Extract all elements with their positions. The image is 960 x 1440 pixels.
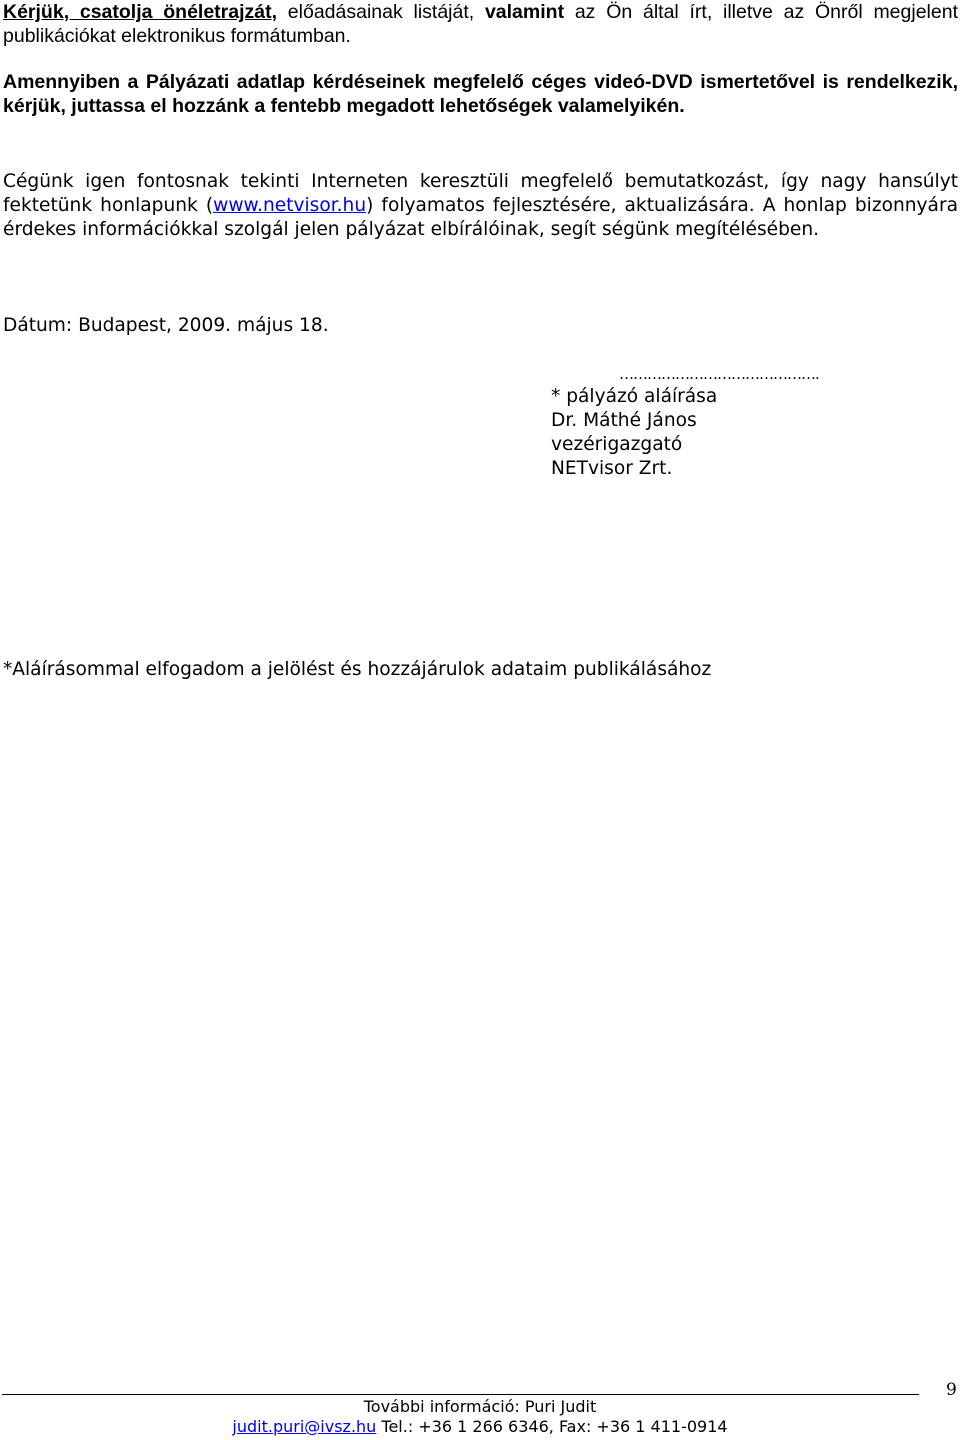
page-number: 9: [946, 1380, 957, 1400]
footer-email-link[interactable]: judit.puri@ivsz.hu: [232, 1417, 377, 1436]
footer-divider: [2, 1394, 919, 1395]
date-line: Dátum: Budapest, 2009. május 18.: [3, 315, 329, 336]
web-after-link: ) folyamatos fejlesztésére, aktualizására. A honlap bizonnyára érdekes információkkal szolgál jelen pályázat elbírálóinak, segít ségünk megítélésében.: [3, 195, 958, 240]
dvd-paragraph: Amennyiben a Pályázati adatlap kérdéseinek megfelelő céges videó-DVD ismertetővel is rendelkezik, kérjük, juttassa el hozzánk a fentebb megadott lehetőségek valamelyikén.: [3, 71, 958, 117]
signature-label: * pályázó aláírása: [551, 386, 718, 407]
footer-phone-fax: Tel.: +36 1 266 6346, Fax: +36 1 411-0914: [376, 1417, 728, 1436]
signer-company: NETvisor Zrt.: [551, 458, 673, 479]
signature-dots: …………………………………….: [619, 365, 819, 383]
intro-lead: Kérjük, csatolja önéletrajzát,: [3, 1, 278, 23]
footer-contact: [0, 1417, 960, 1437]
signer-title: vezérigazgató: [551, 434, 683, 455]
intro-paragraph: [3, 0, 958, 48]
website-link[interactable]: www.netvisor.hu: [213, 195, 367, 216]
web-before-link: Cégünk igen fontosnak tekinti Interneten keresztüli megfelelő bemutatkozást, így nagy hansúlyt fektetünk honlapunk (: [3, 171, 958, 216]
signer-name: Dr. Máthé János: [551, 410, 697, 431]
intro-part2: az Ön által írt, illetve az Önről megjelent publikációkat elektronikus formátumban.: [3, 1, 958, 47]
consent-note: *Aláírásommal elfogadom a jelölést és hozzájárulok adataim publikálásához: [3, 659, 712, 680]
intro-valamint: valamint: [484, 1, 565, 23]
intro-part1: előadásainak listáját,: [277, 1, 485, 23]
footer-info: További információ: Puri Judit: [363, 1397, 597, 1416]
web-paragraph: [3, 170, 958, 242]
